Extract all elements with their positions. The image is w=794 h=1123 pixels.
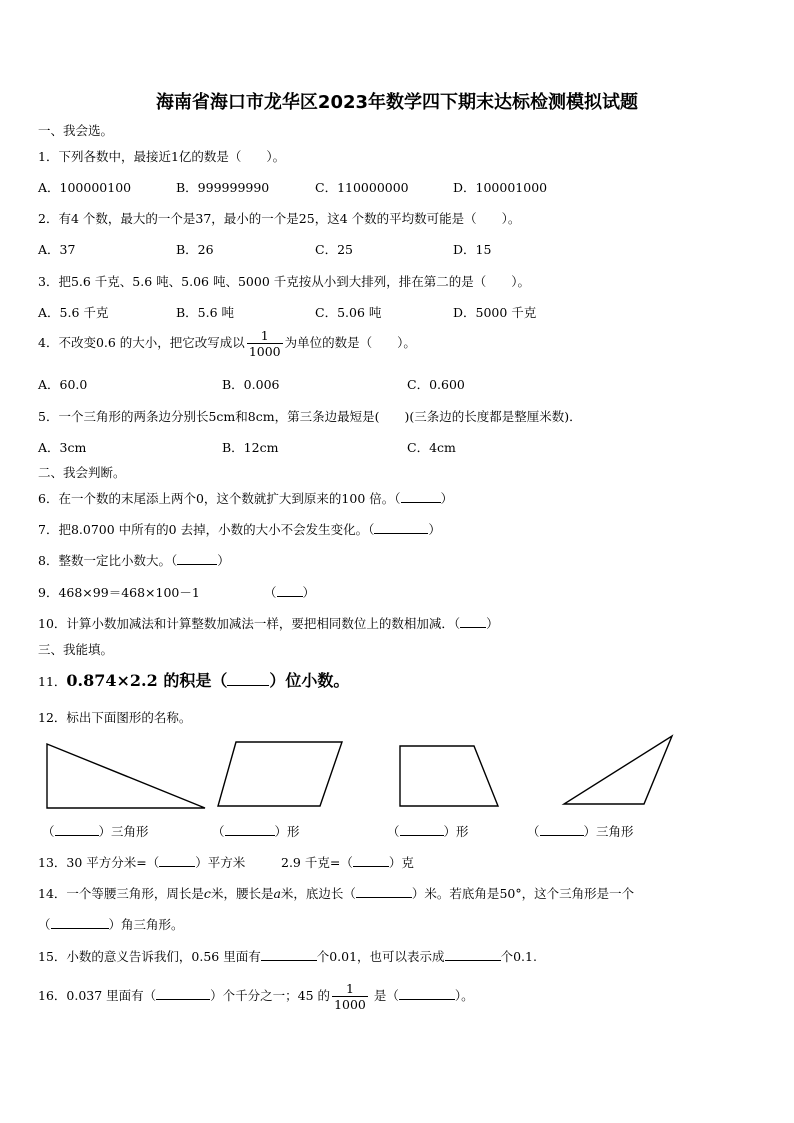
- q13-unit-a: ）平方米: [195, 855, 246, 870]
- q5-option-b[interactable]: B．12cm: [222, 440, 279, 455]
- q4-option-b[interactable]: B．0.006: [222, 377, 280, 392]
- q16-text-4: ）。: [454, 988, 474, 1003]
- q4-fraction: [247, 328, 283, 359]
- q9-expression: 9．468×99＝468×100－1: [38, 585, 200, 600]
- q12-blank-1[interactable]: [55, 823, 99, 836]
- question-12: 12．标出下面图形的名称。: [38, 710, 192, 725]
- q14-blank-type[interactable]: [51, 916, 109, 929]
- caption-open-paren: （: [212, 824, 225, 839]
- q10-close-paren: ）: [486, 616, 499, 631]
- q12-caption-4: [527, 822, 634, 840]
- q3-option-b[interactable]: B．5.6 吨: [176, 305, 235, 320]
- q4-option-c[interactable]: C．0.600: [407, 377, 465, 392]
- q3-option-a[interactable]: A．5.6 千克: [38, 305, 109, 320]
- q2-option-b[interactable]: B．26: [176, 242, 214, 257]
- q12-blank-3[interactable]: [400, 823, 444, 836]
- q14-text-4: ）米。若底角是: [411, 886, 500, 901]
- q4-frac-denominator: 1000: [248, 344, 281, 359]
- q8-answer-blank[interactable]: [177, 552, 217, 565]
- q15-blank-1[interactable]: [261, 948, 317, 961]
- shape-right-triangle: [40, 740, 210, 812]
- shape-trapezoid: [394, 742, 504, 812]
- q12-blank-4[interactable]: [540, 823, 584, 836]
- q15-text: 15．小数的意义告诉我们，0.56 里面有: [38, 949, 261, 964]
- question-7: [38, 520, 441, 538]
- q5-option-c[interactable]: C．4cm: [407, 440, 456, 455]
- q14-blank-base[interactable]: [356, 885, 412, 898]
- q4-option-a[interactable]: A．60.0: [38, 377, 88, 392]
- q14-var-a: a: [273, 886, 281, 901]
- q9-close-paren: ）: [302, 585, 316, 600]
- q6-text: 6．在一个数的末尾添上两个0，这个数就扩大到原来的100 倍。（: [38, 491, 401, 506]
- q1-option-c[interactable]: C．110000000: [315, 180, 409, 195]
- q11-text: 0.874×2.2 的积是（: [66, 671, 228, 690]
- q11-text-post: ）位小数。: [269, 671, 350, 690]
- q14-var-c: c: [203, 886, 211, 901]
- question-15: [38, 947, 537, 965]
- q10-text: 10．计算小数加减法和计算整数加减法一样，要把相同数位上的数相加减．（: [38, 616, 461, 631]
- q16-blank-1[interactable]: [156, 987, 210, 1000]
- q16-blank-2[interactable]: [399, 987, 455, 1000]
- q6-answer-blank[interactable]: [401, 490, 441, 503]
- section-heading-2: 二、我会判断。: [38, 465, 126, 480]
- q1-option-b[interactable]: B．999999990: [176, 180, 270, 195]
- caption-label: ）形: [274, 824, 300, 839]
- q12-caption-1: [42, 822, 149, 840]
- q3-option-d[interactable]: D．5000 千克: [453, 305, 537, 320]
- q16-frac-numerator: 1: [345, 981, 354, 996]
- q11-answer-blank[interactable]: [227, 670, 269, 686]
- question-6: [38, 489, 453, 507]
- q14-text: 14．一个等腰三角形，周长是: [38, 886, 204, 901]
- q16-text: 16．0.037 里面有（: [38, 988, 157, 1003]
- page-title: 海南省海口市龙华区2023年数学四下期末达标检测模拟试题: [155, 92, 639, 113]
- caption-label: ）形: [443, 824, 469, 839]
- q4-text-post: 为单位的数是（ ）。: [284, 335, 416, 350]
- q5-option-a[interactable]: A．3cm: [38, 440, 87, 455]
- q16-text-2: ）个千分之一；45 的: [210, 988, 331, 1003]
- section-heading-3: 三、我能填。: [38, 642, 114, 657]
- q8-text: 8．整数一定比小数大。（: [38, 553, 178, 568]
- q13-blank-b[interactable]: [353, 854, 389, 867]
- q16-fraction: [332, 981, 368, 1012]
- q9-open-paren: （: [264, 585, 277, 600]
- question-1: 1．下列各数中，最接近1亿的数是（ ）。: [38, 149, 286, 164]
- question-8: [38, 551, 230, 569]
- question-13: [38, 853, 245, 871]
- q14-text-5: ，这个三角形是一个: [521, 886, 635, 901]
- caption-label: ）三角形: [583, 824, 634, 839]
- question-13b: [281, 853, 414, 871]
- q9-answer-blank[interactable]: [277, 584, 303, 597]
- q13-blank-a[interactable]: [159, 854, 195, 867]
- q13-text-a: 13．30 平方分米=（: [38, 855, 160, 870]
- q12-caption-3: [387, 822, 469, 840]
- q3-option-c[interactable]: C．5.06 吨: [315, 305, 382, 320]
- q7-text: 7．把8.0700 中所有的0 去掉，小数的大小不会发生变化。（: [38, 522, 375, 537]
- question-9: [38, 583, 200, 601]
- q15-blank-2[interactable]: [445, 948, 501, 961]
- q15-text-2: 个0.01，也可以表示成: [316, 949, 445, 964]
- q7-answer-blank[interactable]: [374, 521, 428, 534]
- q4-frac-numerator: 1: [260, 328, 269, 343]
- q15-text-3: 个0.1.: [500, 949, 537, 964]
- question-10: [38, 614, 499, 632]
- caption-open-paren: （: [42, 824, 55, 839]
- question-2: 2．有4 个数，最大的一个是37，最小的一个是25，这4 个数的平均数可能是（ ）。: [38, 211, 521, 226]
- shape-parallelogram: [214, 738, 346, 812]
- q13-text-b: 2.9 千克=（: [281, 855, 353, 870]
- q2-option-c[interactable]: C．25: [315, 242, 353, 257]
- q12-blank-2[interactable]: [225, 823, 275, 836]
- question-11: [38, 668, 349, 691]
- q14-angle: 50°: [499, 886, 522, 901]
- q1-option-d[interactable]: D．100001000: [453, 180, 548, 195]
- q14-text-6: ）角三角形。: [108, 917, 184, 932]
- q8-close-paren: ）: [217, 553, 230, 568]
- q1-option-a[interactable]: A．100000100: [38, 180, 132, 195]
- shape-obtuse-triangle: [560, 732, 676, 808]
- q4-text-pre: 4．不改变0.6 的大小，把它改写成以: [38, 335, 245, 350]
- q14-text-3: 米，底边长（: [280, 886, 356, 901]
- caption-open-paren: （: [387, 824, 400, 839]
- caption-open-paren: （: [527, 824, 540, 839]
- q12-caption-2: [212, 822, 300, 840]
- q16-text-3: 是（: [369, 988, 399, 1003]
- question-14: [38, 884, 634, 902]
- q14-open-paren: （: [38, 917, 51, 932]
- q13-unit-b: ）克: [388, 855, 414, 870]
- question-3: 3．把5.6 千克、5.6 吨、5.06 吨、5000 千克按从小到大排列，排在第二的是（ ）。: [38, 274, 530, 289]
- section-heading-1: 一、我会选。: [38, 123, 114, 138]
- caption-label: ）三角形: [98, 824, 149, 839]
- q14-text-2: 米，腰长是: [210, 886, 274, 901]
- question-5: 5．一个三角形的两条边分别长5cm和8cm，第三条边最短是( )(三条边的长度都是整厘米数)．: [38, 409, 582, 424]
- q2-option-a[interactable]: A．37: [38, 242, 76, 257]
- question-16: [38, 981, 474, 1012]
- question-4: [38, 328, 416, 359]
- q16-frac-denominator: 1000: [334, 997, 366, 1012]
- q6-close-paren: ）: [440, 491, 454, 506]
- q11-number: 11．: [38, 674, 67, 689]
- question-14-line2: [38, 915, 184, 933]
- question-9-answer: [264, 583, 315, 601]
- q10-answer-blank[interactable]: [460, 615, 486, 628]
- q2-option-d[interactable]: D．15: [453, 242, 492, 257]
- q7-close-paren: ）: [428, 522, 441, 537]
